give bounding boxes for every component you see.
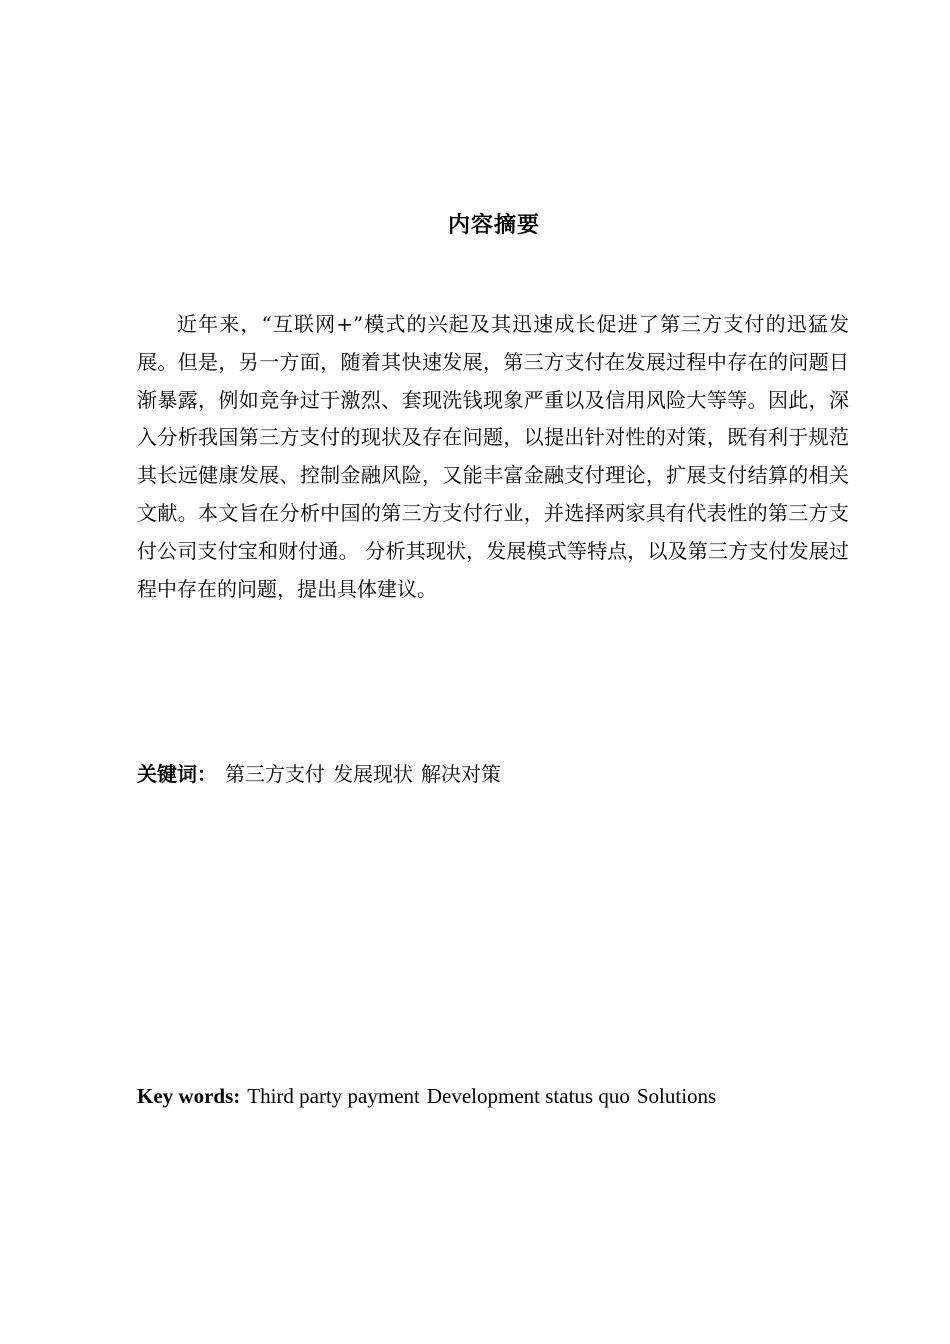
keywords-english-label: Key words:	[137, 1084, 241, 1108]
keyword-chinese-1: 第三方支付	[225, 762, 325, 786]
keyword-chinese-2: 发展现状	[333, 762, 413, 786]
keyword-english-3: Solutions	[636, 1084, 717, 1108]
abstract-paragraph: 近年来，“互联网+”模式的兴起及其迅速成长促进了第三方支付的迅猛发展。但是，另一方面，随着其快速发展，第三方支付在发展过程中存在的问题日渐暴露，例如竞争过于激烈、套现洗钱现象严重以及信用风险大等等。因此，深入分析我国第三方支付的现状及存在问题，以提出针对性的对策，既有利于规范其长远健康发展、控制金融风险，又能丰富金融支付理论，扩展支付结算的相关文献。本文旨在分析中国的第三方支付行业，并选择两家具有代表性的第三方支付公司支付宝和财付通。 分析其现状，发展模式等特点，以及第三方支付发展过程中存在的问题，提出具体建议。	[137, 312, 849, 601]
keyword-english-1: Third party payment	[247, 1084, 420, 1108]
keywords-chinese	[137, 758, 501, 790]
keyword-chinese-3: 解决对策	[421, 762, 501, 786]
keywords-english	[137, 1080, 716, 1112]
keywords-chinese-label: 关键词：	[137, 762, 217, 786]
keyword-english-2: Development status quo	[426, 1084, 630, 1108]
page-title: 内容摘要	[447, 213, 540, 238]
